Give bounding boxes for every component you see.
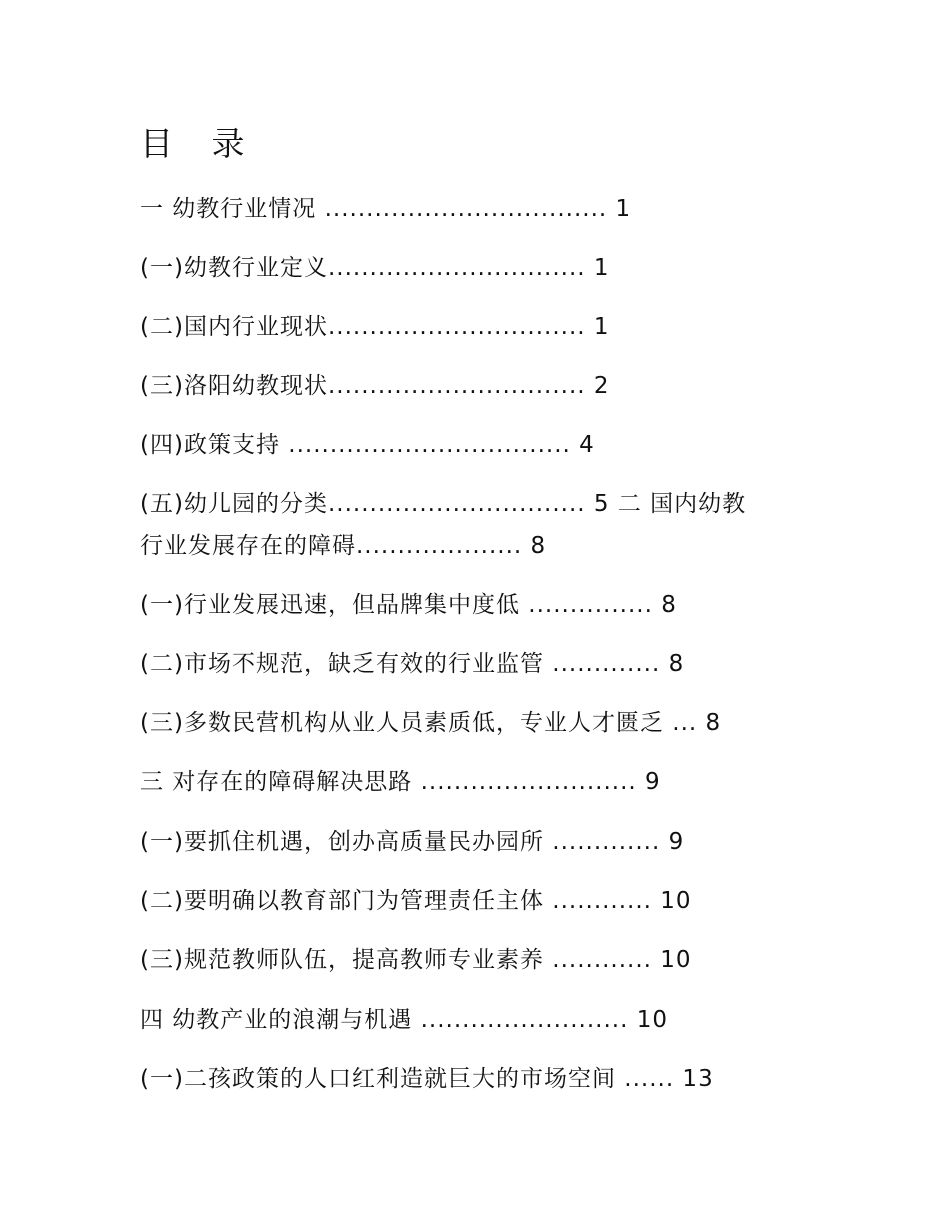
toc-entry[interactable]: (一)二孩政策的人口红利造就巨大的市场空间 ...... 13: [140, 1066, 714, 1092]
toc-entry[interactable]: 四 幼教产业的浪潮与机遇 ......................... 10: [140, 1007, 668, 1033]
toc-entry[interactable]: (一)要抓住机遇，创办高质量民办园所 ............. 9: [140, 829, 685, 855]
toc-entry-continued[interactable]: 行业发展存在的障碍.................... 8: [140, 533, 547, 559]
toc-entry[interactable]: (三)洛阳幼教现状............................... 2: [140, 373, 610, 399]
toc-entry[interactable]: 一 幼教行业情况 .................................. 1: [140, 196, 632, 222]
toc-entry[interactable]: (三)规范教师队伍，提高教师专业素养 ............ 10: [140, 947, 692, 973]
toc-entry[interactable]: (二)要明确以教育部门为管理责任主体 ............ 10: [140, 888, 692, 914]
toc-entry[interactable]: (五)幼儿园的分类............................... 5 二 国内幼教: [140, 491, 747, 517]
toc-entry[interactable]: (一)行业发展迅速，但品牌集中度低 ............... 8: [140, 592, 677, 618]
toc-entry[interactable]: (四)政策支持 .................................. 4: [140, 432, 595, 458]
toc-entry[interactable]: 三 对存在的障碍解决思路 .......................... 9: [140, 769, 661, 795]
toc-entry[interactable]: (一)幼教行业定义............................... 1: [140, 255, 610, 281]
toc-entry[interactable]: (二)国内行业现状............................... 1: [140, 314, 610, 340]
toc-entry[interactable]: (三)多数民营机构从业人员素质低，专业人才匮乏 ... 8: [140, 710, 722, 736]
toc-entry[interactable]: (二)市场不规范，缺乏有效的行业监管 ............. 8: [140, 651, 685, 677]
toc-title: 目 录: [140, 124, 259, 163]
